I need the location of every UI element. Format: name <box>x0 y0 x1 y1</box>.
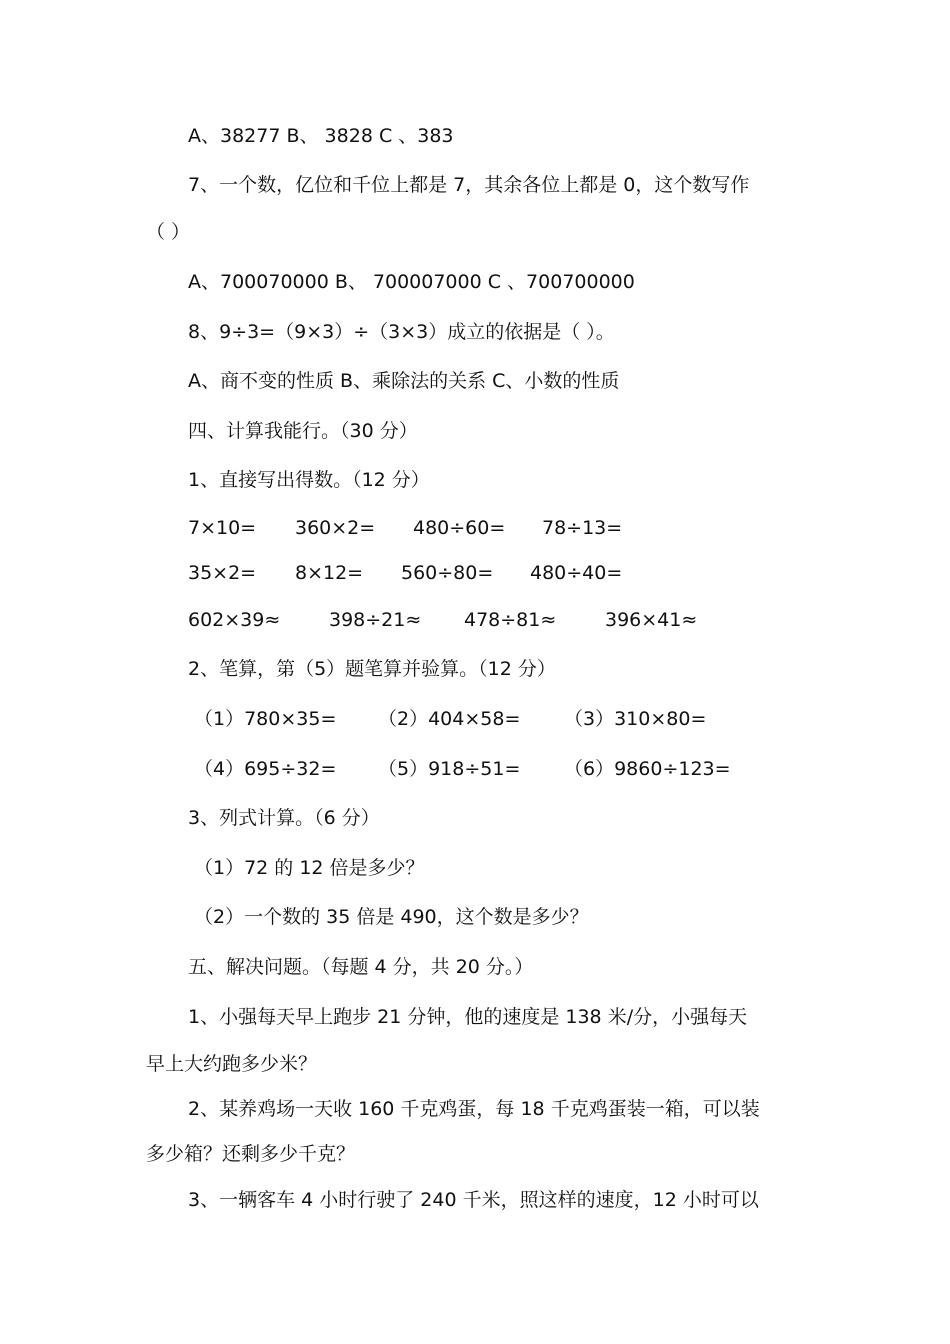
oral-calc-heading: 1、直接写出得数。（12 分） <box>188 469 430 491</box>
oral-calc-item: 78÷13= <box>542 517 623 539</box>
q8-stem: 8、9÷3=（9×3）÷（3×3）成立的依据是（ ）。 <box>188 321 615 343</box>
problem-3: 3、一辆客车 4 小时行驶了 240 千米，照这样的速度，12 小时可以 <box>188 1189 759 1211</box>
written-calc-item: （2）404×58= <box>378 708 521 730</box>
problem-2-continued: 多少箱？还剩多少千克？ <box>146 1143 356 1165</box>
problem-1-continued: 早上大约跑多少米？ <box>146 1053 318 1075</box>
formula-calc-q1: （1）72 的 12 倍是多少？ <box>194 857 425 879</box>
oral-calc-item: 480÷40= <box>530 562 623 584</box>
oral-calc-item: 396×41≈ <box>605 609 698 631</box>
section-5-heading: 五、解决问题。（每题 4 分，共 20 分。） <box>188 956 534 978</box>
written-calc-item: （4）695÷32= <box>194 758 337 780</box>
q8-options: A、商不变的性质 B、乘除法的关系 C、小数的性质 <box>188 370 620 392</box>
oral-calc-item: 35×2= <box>188 562 257 584</box>
written-calc-item: （3）310×80= <box>564 708 707 730</box>
oral-calc-item: 8×12= <box>295 562 364 584</box>
formula-calc-q2: （2）一个数的 35 倍是 490，这个数是多少？ <box>194 906 589 928</box>
formula-calc-heading: 3、列式计算。（6 分） <box>188 807 380 829</box>
oral-calc-item: 480÷60= <box>413 517 506 539</box>
written-calc-heading: 2、笔算，第（5）题笔算并验算。（12 分） <box>188 658 556 680</box>
q7-stem: 7、一个数，亿位和千位上都是 7，其余各位上都是 0，这个数写作 <box>188 174 750 196</box>
oral-calc-item: 602×39≈ <box>188 609 281 631</box>
written-calc-item: （6）9860÷123= <box>564 758 731 780</box>
q7-stem-continued: （ ） <box>146 221 191 243</box>
oral-calc-item: 7×10= <box>188 517 257 539</box>
written-calc-item: （5）918÷51= <box>378 758 521 780</box>
oral-calc-item: 478÷81≈ <box>464 609 557 631</box>
q7-options: A、700070000 B、 700007000 C 、700700000 <box>188 271 635 293</box>
q6-options: A、38277 B、 3828 C 、383 <box>188 125 454 147</box>
problem-2: 2、某养鸡场一天收 160 千克鸡蛋，每 18 千克鸡蛋装一箱，可以装 <box>188 1098 760 1120</box>
section-4-heading: 四、计算我能行。（30 分） <box>188 420 418 442</box>
problem-1: 1、小强每天早上跑步 21 分钟，他的速度是 138 米/分，小强每天 <box>188 1006 748 1028</box>
written-calc-item: （1）780×35= <box>194 708 337 730</box>
oral-calc-item: 398÷21≈ <box>329 609 422 631</box>
oral-calc-item: 560÷80= <box>401 562 494 584</box>
oral-calc-item: 360×2= <box>295 517 376 539</box>
